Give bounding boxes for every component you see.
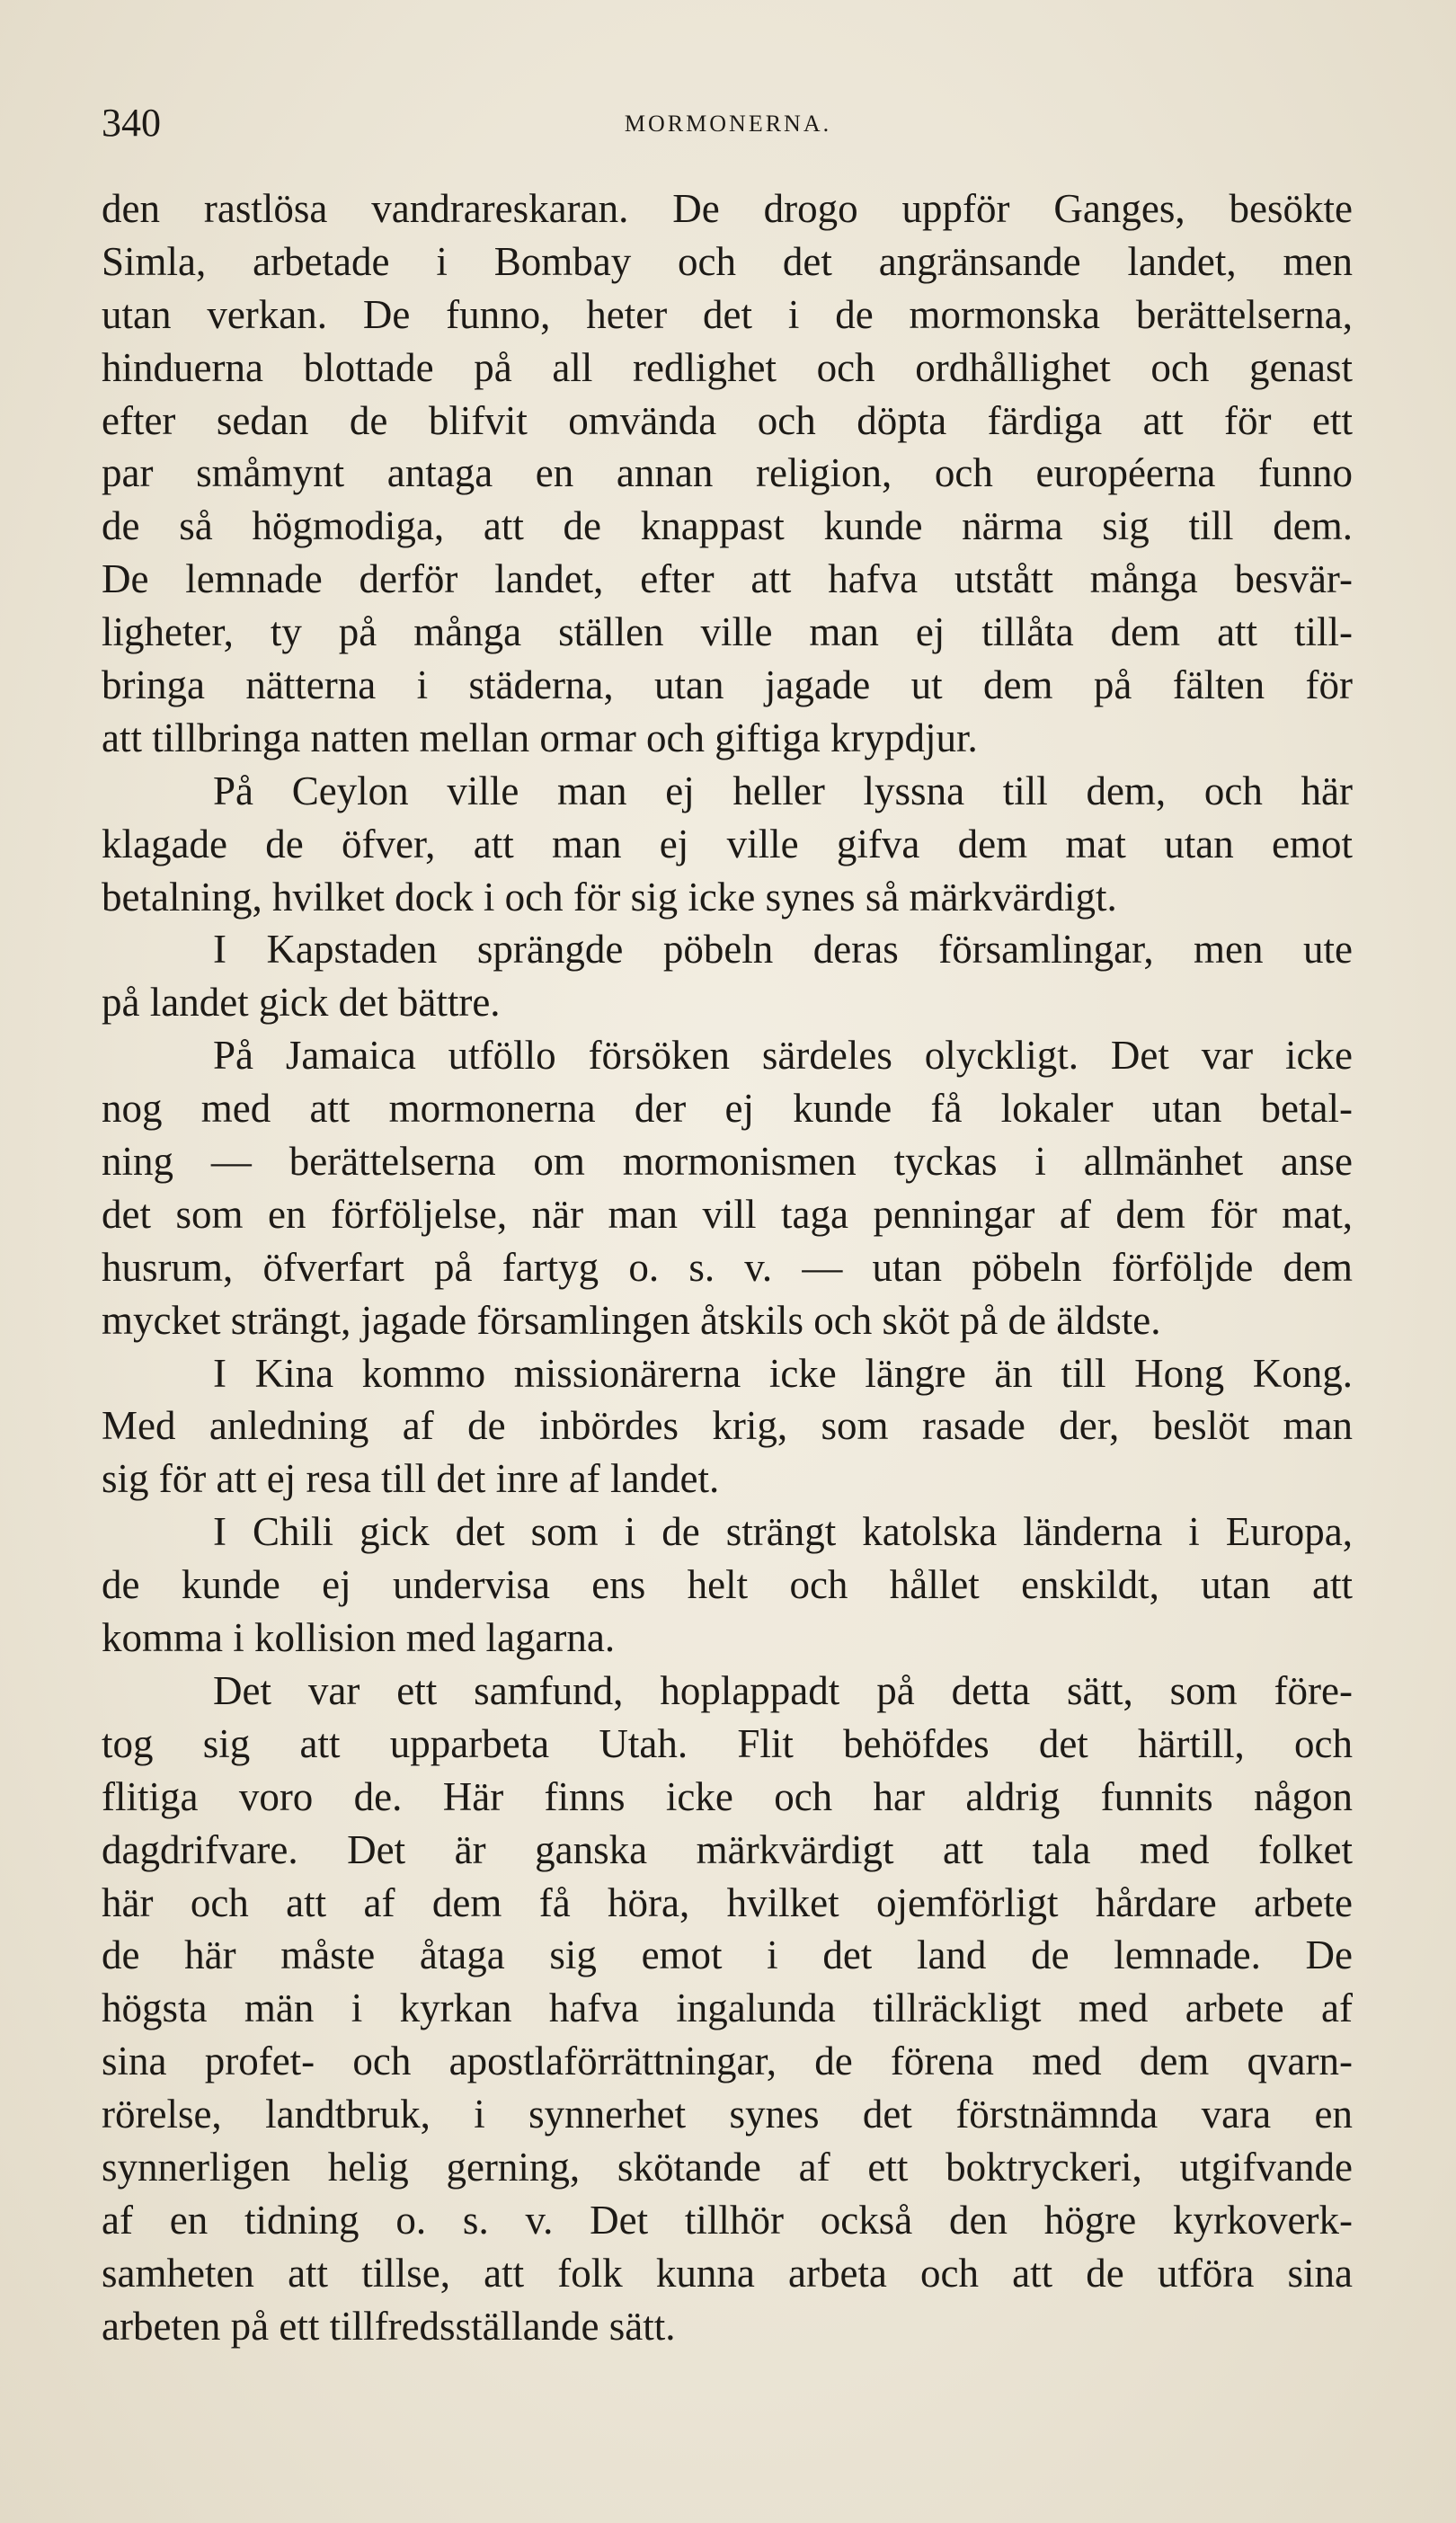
text-line: De lemnade derför landet, efter att hafva utstått många besvär-	[102, 556, 1353, 602]
text-line: sig för att ej resa till det inre af landet.	[102, 1456, 720, 1502]
text-line: synnerligen helig gerning, skötande af ett boktryckeri, utgifvande	[102, 2144, 1353, 2190]
text-line: den rastlösa vandrareskaran. De drogo uppför Ganges, besökte	[102, 186, 1353, 231]
text-line: Det var ett samfund, hoplappadt på detta sätt, som före-	[213, 1667, 1353, 1713]
text-line: det som en förföljelse, när man vill taga penningar af dem för mat,	[102, 1191, 1353, 1237]
text-line: bringa nätterna i städerna, utan jagade ut dem på fälten för	[102, 662, 1353, 708]
text-line: högsta män i kyrkan hafva ingalunda tillräckligt med arbete af	[102, 1986, 1353, 2031]
text-line: par småmynt antaga en annan religion, och européerna funno	[102, 450, 1353, 496]
text-line: flitiga voro de. Här finns icke och har aldrig funnits någon	[102, 1773, 1353, 1819]
text-line: de här måste åtaga sig emot i det land de lemnade. De	[102, 1932, 1353, 1978]
text-line: utan verkan. De funno, heter det i de mormonska berättelserna,	[102, 291, 1353, 337]
text-line: I Kina kommo missionärerna icke längre än till Hong Kong.	[213, 1350, 1353, 1396]
running-head	[102, 101, 1354, 146]
text-line: de så högmodiga, att de knappast kunde närma sig till dem.	[102, 503, 1353, 549]
text-line: klagade de öfver, att man ej ville gifva dem mat utan emot	[102, 821, 1353, 866]
running-title: MORMONERNA.	[624, 111, 832, 137]
text-line: husrum, öfverfart på fartyg o. s. v. — utan pöbeln förföljde dem	[102, 1244, 1353, 1290]
text-line: här och att af dem få höra, hvilket ojemförligt hårdare arbete	[102, 1879, 1353, 1925]
text-line: på landet gick det bättre.	[102, 980, 501, 1026]
text-line: arbeten på ett tillfredsställande sätt.	[102, 2303, 676, 2349]
text-line: af en tidning o. s. v. Det tillhör också den högre kyrkoverk-	[102, 2197, 1353, 2243]
text-line: dagdrifvare. Det är ganska märkvärdigt att tala med folket	[102, 1826, 1353, 1872]
text-line: samheten att tillse, att folk kunna arbeta och att de utföra sina	[102, 2250, 1353, 2296]
text-line: att tillbringa natten mellan ormar och giftiga krypdjur.	[102, 715, 978, 760]
text-line: sina profet- och apostlaförrättningar, de förena med dem qvarn-	[102, 2039, 1353, 2084]
text-line: de kunde ej undervisa ens helt och hållet enskildt, utan att	[102, 1562, 1353, 1608]
text-line: Med anledning af de inbördes krig, som rasade der, beslöt man	[102, 1403, 1353, 1449]
text-line: På Jamaica utföllo försöken särdeles olyckligt. Det var icke	[213, 1033, 1353, 1079]
text-line: hinduerna blottade på all redlighet och ordhållighet och genast	[102, 344, 1353, 390]
text-line: efter sedan de blifvit omvända och döpta färdiga att för ett	[102, 397, 1353, 443]
text-line: rörelse, landtbruk, i synnerhet synes det förstnämnda vara en	[102, 2092, 1353, 2137]
page-number: 340	[102, 101, 161, 145]
text-line: I Chili gick det som i de strängt katolska länderna i Europa,	[213, 1509, 1353, 1555]
text-line: På Ceylon ville man ej heller lyssna till dem, och här	[213, 768, 1353, 813]
text-line: ning — berättelserna om mormonismen tyckas i allmänhet anse	[102, 1139, 1353, 1185]
text-line: I Kapstaden sprängde pöbeln deras församlingar, men ute	[213, 927, 1353, 973]
text-line: mycket strängt, jagade församlingen åtskils och sköt på de äldste.	[102, 1297, 1161, 1343]
text-line: komma i kollision med lagarna.	[102, 1615, 616, 1661]
body-text	[102, 182, 1353, 2353]
text-line: nog med att mormonerna der ej kunde få lokaler utan betal-	[102, 1086, 1353, 1132]
text-line: betalning, hvilket dock i och för sig icke synes så märkvärdigt.	[102, 874, 1117, 919]
text-line: ligheter, ty på många ställen ville man ej tillåta dem att till-	[102, 609, 1353, 655]
text-line: Simla, arbetade i Bombay och det angränsande landet, men	[102, 238, 1353, 284]
text-line: tog sig att upparbeta Utah. Flit behöfdes det härtill, och	[102, 1720, 1353, 1766]
